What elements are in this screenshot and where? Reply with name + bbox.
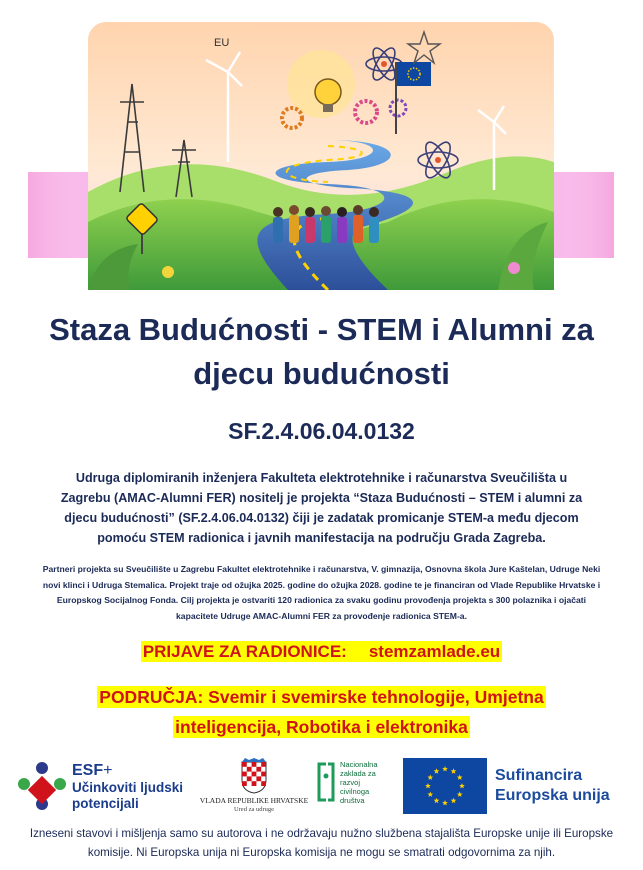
foundation-line: Nacionalna — [340, 760, 378, 769]
foundation-logo — [316, 758, 396, 818]
esf-people-icon — [14, 758, 68, 816]
esf-brand: ESF — [72, 762, 104, 779]
esf-logo — [14, 758, 194, 818]
areas-section — [60, 684, 583, 744]
apply-link[interactable]: stemzamlade.eu — [368, 642, 501, 661]
hero-eu-sign: EU — [214, 37, 230, 49]
croatia-coat-of-arms-icon — [241, 758, 267, 794]
foundation-line: razvoj — [340, 778, 361, 787]
esf-text — [72, 762, 183, 812]
areas-line-2: inteligencija, Robotika i elektronika — [175, 717, 468, 737]
hero-illustration — [28, 22, 614, 290]
page-title — [0, 308, 643, 396]
eu-line-1: Sufinancira — [495, 767, 583, 784]
croatia-sub: Ured za udruge — [233, 806, 275, 813]
croatia-name: VLADA REPUBLIKE HRVATSKE — [199, 796, 309, 805]
eu-cofunded-logo — [403, 758, 631, 816]
foundation-text — [340, 760, 378, 805]
foundation-line: društva — [340, 796, 365, 805]
apply-line — [0, 640, 643, 664]
stem-road-illustration — [28, 22, 614, 290]
esf-line-2: potencijali — [72, 796, 139, 811]
eu-text — [495, 766, 610, 806]
foundation-bracket-icon — [316, 762, 336, 802]
esf-line-1: Učinkoviti ljudski — [72, 780, 184, 795]
project-code: SF.2.4.06.04.0132 — [228, 418, 415, 444]
logo-bar — [0, 756, 643, 820]
foundation-line: civilnoga — [340, 787, 370, 796]
disclaimer: Izneseni stavovi i mišljenja samo su autorova i ne održavaju nužno službena stajališta Europske unije ili Europske komisije. Ni Europska unija ni Europska komisija ne mogu se smatrati odgovornima za njih. — [29, 827, 614, 859]
apply-label: PRIJAVE ZA RADIONICE: — [142, 642, 347, 661]
intro-paragraph: Udruga diplomiranih inženjera Fakulteta elektrotehnike i računarstva Sveučilišta u Zagrebu (AMAC-Alumni FER) nositelj je projekta “Staza Budućnosti – STEM i alumni za djecu budućnosti” (SF.2.4.06.04.0132) čiji je zadatak promicanje STEM-a među djecom pomoću STEM radionica i javnih manifestacija na području Grada Zagreba. — [60, 471, 583, 545]
eu-flag-icon — [403, 758, 487, 814]
croatia-government-logo — [196, 758, 312, 818]
eu-line-2: Europska unija — [495, 787, 610, 804]
apply-highlight — [141, 641, 502, 662]
areas-line-1: PODRUČJA: Svemir i svemirske tehnologije, Umjetna — [99, 687, 544, 707]
esf-plus: + — [103, 762, 113, 779]
foundation-line: zaklada za — [340, 769, 376, 778]
title-line-2: djecu budućnosti — [193, 356, 450, 391]
title-line-1: Staza Budućnosti - STEM i Alumni za — [49, 312, 594, 347]
partners-paragraph: Partneri projekta su Sveučilište u Zagrebu Fakultet elektrotehnike i računarstva, V. gimnazija, Osnovna škola Jure Kaštelan, Udruge Neki novi klinci i Udruga Stemalica. Projekt traje od ožujka 2025. godine do ožujka 2028. godine te je financiran od Vlade Republike Hrvatske i Europskog Socijalnog Fonda. Cilj projekta je ostvariti 120 radionica za svaku godinu provođenja projekta s 300 polaznika i ojačati kapacitete Udruge AMAC-Alumni FER za provođenje radionica STEM-a. — [42, 564, 601, 621]
